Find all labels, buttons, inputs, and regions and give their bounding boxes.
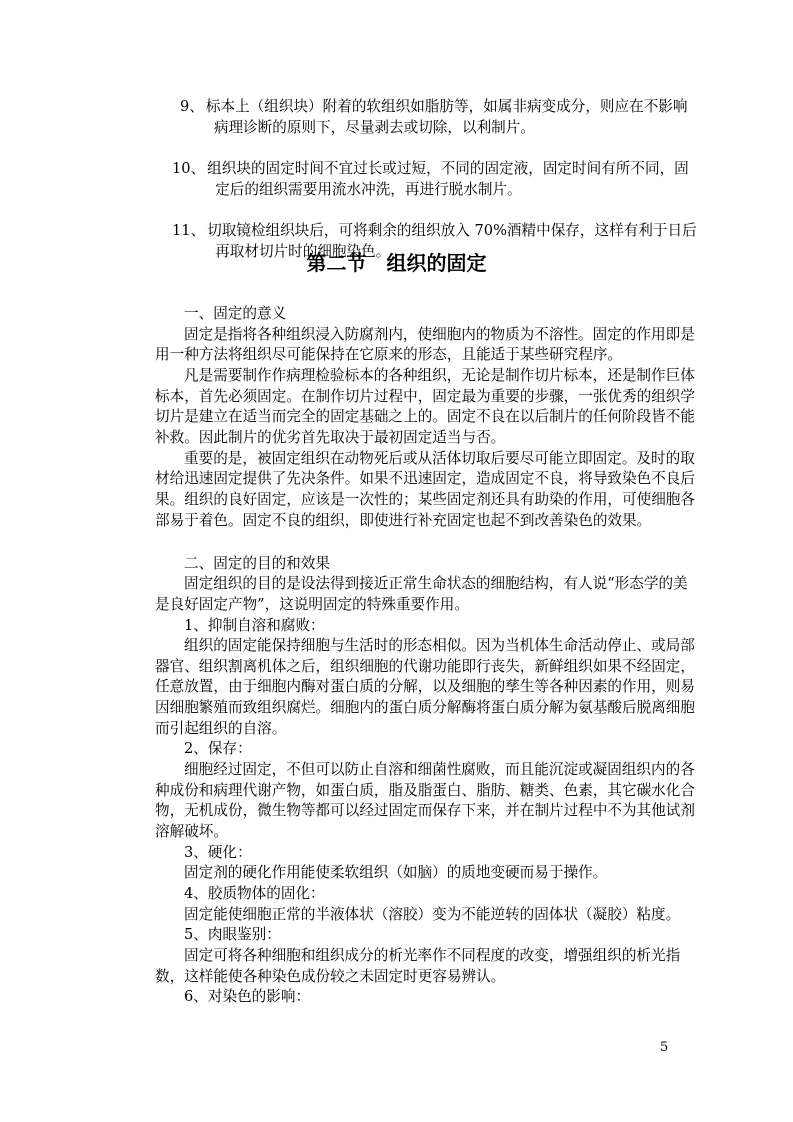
paragraph-line: 数，这样能使各种染色成份较之未固定时更容易辨认。 [155, 967, 506, 985]
paragraph-line: 是良好固定产物”，这说明固定的特殊重要作用。 [155, 595, 469, 613]
list-item-line: 切取镜检组织块后，可将剩余的组织放入 70%酒精中保存，这样有利于日后 [207, 222, 697, 239]
paragraph-line: 用一种方法将组织尽可能保持在它原来的形态，且能适于某些研究程序。 [155, 346, 623, 364]
paragraph-line: 材给迅速固定提供了先决条件。如果不迅速固定，造成固定不良，将导致染色不良后 [155, 470, 695, 488]
list-item-number: 9、 [180, 98, 204, 115]
heading-line: 3、硬化： [184, 843, 252, 861]
list-item-line: 病理诊断的原则下，尽量剥去或切除，以利制片。 [213, 118, 535, 136]
list-item-line: 标本上（组织块）附着的软组织如脂肪等，如属非病变成分，则应在不影响 [205, 98, 688, 115]
heading-line: 固定剂的硬化作用能使柔软组织（如脑）的质地变硬而易于操作。 [184, 864, 608, 882]
heading-line: 6、对染色的影响： [184, 988, 311, 1006]
paragraph-line: 固定组织的目的是设法得到接近正常生命状态的细胞结构，有人说“形态学的美 [184, 575, 688, 593]
list-item-number: 11、 [172, 222, 206, 239]
heading-line: 2、保存： [184, 740, 252, 758]
paragraph-line: 部易于着色。固定不良的组织，即使进行补充固定也起不到改善染色的效果。 [155, 511, 652, 529]
heading-line: 二、固定的目的和效果 [184, 554, 330, 572]
paragraph-line: 因细胞繁殖而致组织腐烂。细胞内的蛋白质分解酶将蛋白质分解为氨基酸后脱离细胞 [155, 699, 695, 717]
paragraph-line: 器官、组织割离机体之后，组织细胞的代谢功能即行丧失，新鲜组织如果不经固定， [155, 657, 695, 675]
paragraph-line: 细胞经过固定，不但可以防止自溶和细菌性腐败，而且能沉淀或凝固组织内的各 [184, 761, 695, 779]
paragraph-line: 种成份和病理代谢产物，如蛋白质，脂及脂蛋白、脂肪、糖类、色素，其它碳水化合 [155, 781, 695, 799]
list-item [180, 97, 688, 138]
paragraph-line: 标本，首先必须固定。在制作切片过程中，固定最为重要的步骤，一张优秀的组织学 [155, 387, 695, 405]
section-title: 第二节 组织的固定 [306, 251, 487, 275]
paragraph-line: 重要的是，被固定组织在动物死后或从活体切取后要尽可能立即固定。及时的取 [184, 449, 695, 467]
list-item-line: 组织块的固定时间不宜过长或过短，不同的固定液，固定时间有所不同，固 [207, 160, 689, 177]
paragraph-line: 固定可将各种细胞和组织成分的析光率作不同程度的改变，增强组织的析光指 [184, 946, 681, 964]
paragraph-line: 切片是建立在适当而完全的固定基础之上的。固定不良在以后制片的任何阶段皆不能 [155, 408, 695, 426]
heading-line: 4、胶质物体的固化： [184, 884, 325, 902]
paragraph-line: 任意放置，由于细胞内酶对蛋白质的分解，以及细胞的孳生等各种因素的作用，则易 [155, 678, 695, 696]
paragraph-line: 凡是需要制作作病理检验标本的各种组织，无论是制作切片标本，还是制作巨体 [184, 366, 695, 384]
paragraph-line: 固定是指将各种组织浸入防腐剂内，使细胞内的物质为不溶性。固定的作用即是 [184, 325, 695, 343]
paragraph-line: 而引起组织的自溶。 [155, 719, 287, 737]
paragraph-line: 果。组织的良好固定，应该是一次性的；某些固定剂还具有助染的作用，可使细胞各 [155, 490, 695, 508]
paragraph-line: 溶解破坏。 [155, 823, 228, 840]
list-item-line: 定后的组织需要用流水冲洗，再进行脱水制片。 [215, 180, 522, 198]
page-number: 5 [660, 1040, 669, 1055]
list-item [172, 159, 689, 200]
heading-line: 1、抑制自溶和腐败： [184, 616, 325, 634]
heading-line: 固定能使细胞正常的半液体状（溶胶）变为不能逆转的固体状（凝胶）粘度。 [184, 905, 681, 923]
paragraph-line: 物，无机成份，微生物等都可以经过固定而保存下来，并在制片过程中不为其他试剂 [155, 802, 695, 820]
list-item-line: 再取材切片时的细胞染色。 [215, 242, 391, 260]
heading-line: 一、固定的意义 [184, 305, 287, 322]
paragraph-line: 组织的固定能保持细胞与生活时的形态相似。因为当机体生命活动停止、或局部 [184, 637, 695, 655]
list-item-number: 10、 [172, 160, 206, 177]
paragraph-line: 补救。因此制片的优劣首先取决于最初固定适当与否。 [155, 428, 506, 446]
heading-line: 5、肉眼鉴别： [184, 926, 281, 944]
